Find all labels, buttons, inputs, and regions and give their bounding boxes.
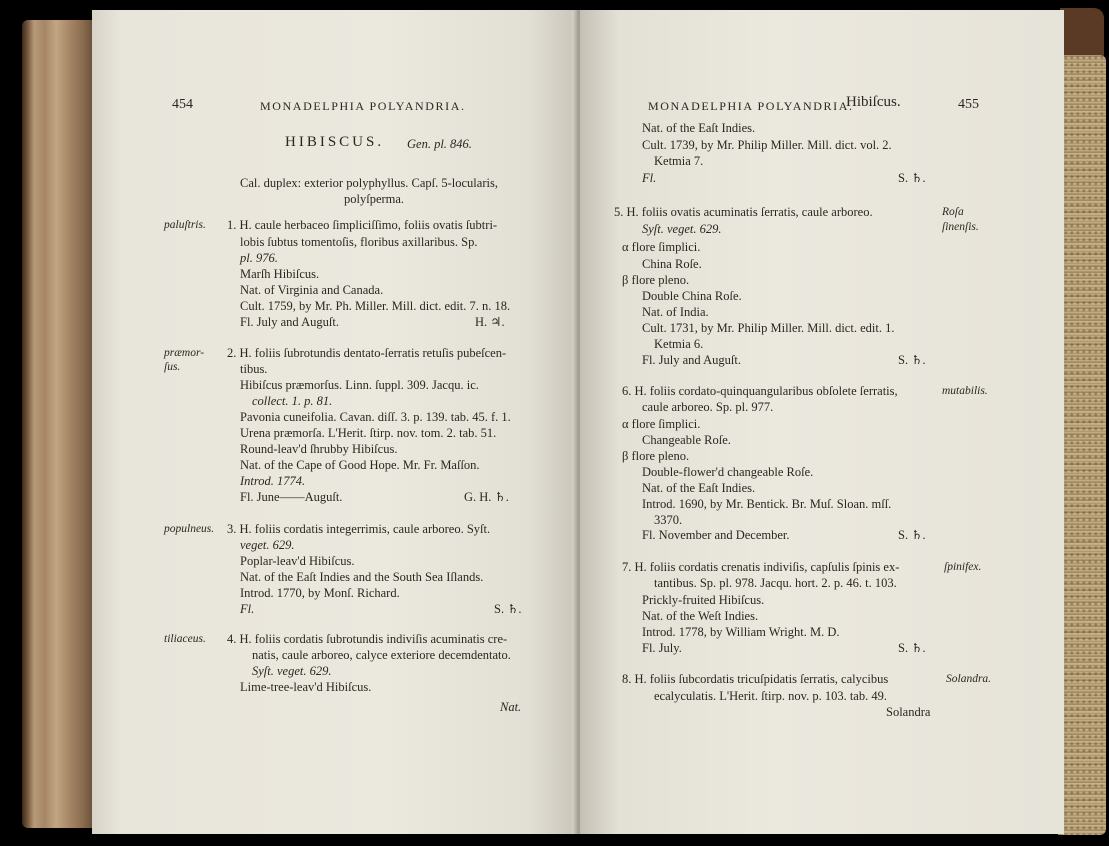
introduction-line: Introd. 1770, by Monſ. Richard. bbox=[240, 586, 400, 600]
species-epithet: ſpinifex. bbox=[944, 561, 982, 573]
running-head: MONADELPHIA POLYANDRIA. bbox=[260, 99, 466, 113]
common-name: Double-flower'd changeable Roſe. bbox=[642, 465, 814, 479]
native-range: Nat. of Virginia and Canada. bbox=[240, 283, 384, 297]
cultivation-line: Cult. 1739, by Mr. Philip Miller. Mill. dict. vol. 2. bbox=[642, 138, 892, 152]
flowering-line: Fl. July and Auguſt. bbox=[642, 353, 741, 367]
species-entry-line: natis, caule arboreo, calyce exteriore decemdentato. bbox=[252, 648, 511, 662]
native-range: Nat. of the Cape of Good Hope. Mr. Fr. Maſſon. bbox=[240, 458, 480, 472]
synonym-line: Pavonia cuneifolia. Cavan. diſſ. 3. p. 139. tab. 45. f. 1. bbox=[240, 410, 511, 424]
species-entry-line: ecalyculatis. L'Herit. ſtirp. nov. p. 103. tab. 49. bbox=[654, 689, 887, 703]
introduction-line: Introd. 1778, by William Wright. M. D. bbox=[642, 625, 840, 639]
variety-line: α flore ſimplici. bbox=[622, 240, 701, 254]
common-name: Double China Roſe. bbox=[642, 289, 742, 303]
flowering-line: Fl. July and Auguſt. bbox=[240, 315, 339, 329]
species-entry-line: lobis ſubtus tomentoſis, floribus axillaribus. Sp. bbox=[240, 235, 478, 249]
genus-reference: Gen. pl. 846. bbox=[407, 137, 472, 151]
genus-title: HIBISCUS. bbox=[285, 134, 385, 150]
species-entry-line: 6. H. foliis cordato-quinquangularibus obſolete ſerratis, bbox=[622, 384, 898, 398]
species-epithet: præmor- bbox=[164, 347, 205, 359]
page-edges-right bbox=[1058, 55, 1106, 835]
species-entry-line: tibus. bbox=[240, 362, 268, 376]
flowering-line: Fl. bbox=[240, 602, 255, 616]
generic-character: Cal. duplex: exterior polyphyllus. Capſ. 5-locularis, bbox=[240, 176, 498, 190]
habit-symbol: H. ♃. bbox=[475, 315, 505, 329]
species-entry-line: veget. 629. bbox=[240, 538, 295, 552]
running-head: MONADELPHIA POLYANDRIA. bbox=[648, 99, 854, 113]
species-epithet: populneus. bbox=[164, 523, 215, 535]
species-entry-line: 5. H. foliis ovatis acuminatis ſerratis, caule arboreo. bbox=[614, 205, 873, 219]
species-entry-line: caule arboreo. Sp. pl. 977. bbox=[642, 400, 774, 414]
habit-symbol: G. H. ♄. bbox=[464, 490, 509, 504]
species-epithet: ſinenſis. bbox=[942, 221, 979, 233]
right-page bbox=[580, 10, 1064, 834]
running-genus: Hibiſcus. bbox=[846, 94, 901, 110]
species-entry-line: 7. H. foliis cordatis crenatis indiviſis, capſulis ſpinis ex- bbox=[622, 560, 900, 574]
native-range: Nat. of the Eaſt Indies. bbox=[642, 481, 756, 495]
page-number: 455 bbox=[958, 97, 979, 112]
catchword: Nat. bbox=[500, 700, 522, 714]
habit-symbol: S. ♄. bbox=[898, 528, 926, 542]
synonym-line: Ketmia 6. bbox=[654, 337, 704, 351]
flowering-line: Fl. July. bbox=[642, 641, 682, 655]
species-epithet: paluſtris. bbox=[164, 219, 206, 231]
cultivation-line: Cult. 1759, by Mr. Ph. Miller. Mill. dict. edit. 7. n. 18. bbox=[240, 299, 511, 313]
page-edges-left bbox=[22, 20, 98, 828]
native-range: Nat. of India. bbox=[642, 305, 709, 319]
common-name: Poplar-leav'd Hibiſcus. bbox=[240, 554, 355, 568]
species-entry-line: Syſt. veget. 629. bbox=[252, 664, 332, 678]
species-entry-line: Syſt. veget. 629. bbox=[642, 222, 722, 236]
species-entry-line: pl. 976. bbox=[240, 251, 278, 265]
habit-symbol: S. ♄. bbox=[494, 602, 522, 616]
generic-character: polyſperma. bbox=[344, 192, 405, 206]
page-number: 454 bbox=[172, 97, 193, 112]
species-epithet: ſus. bbox=[164, 361, 181, 373]
species-entry-line: 3. H. foliis cordatis integerrimis, caule arboreo. Syſt. bbox=[227, 522, 491, 536]
cultivation-line: Cult. 1731, by Mr. Philip Miller. Mill. dict. edit. 1. bbox=[642, 321, 895, 335]
synonym-line: Hibiſcus præmorſus. Linn. ſuppl. 309. Jacqu. ic. bbox=[240, 378, 479, 392]
flowering-line: Fl. November and December. bbox=[642, 528, 790, 542]
synonym-line: Urena præmorſa. L'Herit. ſtirp. nov. tom. 2. tab. 51. bbox=[240, 426, 497, 440]
habit-symbol: S. ♄. bbox=[898, 353, 926, 367]
native-range: Nat. of the Weſt Indies. bbox=[642, 609, 759, 623]
species-epithet: Roſa bbox=[942, 206, 964, 218]
species-entry-line: 1. H. caule herbaceo ſimpliciſſimo, foliis ovatis ſubtri- bbox=[227, 218, 498, 232]
variety-line: β flore pleno. bbox=[622, 273, 690, 287]
introduction-line: Introd. 1690, by Mr. Bentick. Br. Muſ. Sloan. mſſ. bbox=[642, 497, 892, 511]
introduction-line: Introd. 1774. bbox=[240, 474, 306, 488]
common-name: Marſh Hibiſcus. bbox=[240, 267, 320, 281]
native-range: Nat. of the Eaſt Indies. bbox=[642, 121, 756, 135]
variety-line: β flore pleno. bbox=[622, 449, 690, 463]
species-entry-line: 8. H. foliis ſubcordatis tricuſpidatis ſerratis, calycibus bbox=[622, 672, 889, 686]
species-entry-line: 2. H. foliis ſubrotundis dentato-ſerratis retuſis pubeſcen- bbox=[227, 346, 507, 360]
flowering-line: Fl. bbox=[642, 171, 657, 185]
common-name: Lime-tree-leav'd Hibiſcus. bbox=[240, 680, 372, 694]
common-name: Prickly-fruited Hibiſcus. bbox=[642, 593, 765, 607]
habit-symbol: S. ♄. bbox=[898, 641, 926, 655]
catchword: Solandra bbox=[886, 705, 931, 719]
species-epithet: tiliaceus. bbox=[164, 633, 206, 645]
species-entry-line: 4. H. foliis cordatis ſubrotundis indiviſis acuminatis cre- bbox=[227, 632, 508, 646]
common-name: China Roſe. bbox=[642, 257, 702, 271]
variety-line: α flore ſimplici. bbox=[622, 417, 701, 431]
synonym-line: collect. 1. p. 81. bbox=[252, 394, 333, 408]
synonym-line: Ketmia 7. bbox=[654, 154, 704, 168]
species-entry-line: tantibus. Sp. pl. 978. Jacqu. hort. 2. p. 46. t. 103. bbox=[654, 576, 897, 590]
native-range: Nat. of the Eaſt Indies and the South Sea Iſlands. bbox=[240, 570, 484, 584]
habit-symbol: S. ♄. bbox=[898, 171, 926, 185]
left-page bbox=[92, 10, 578, 834]
introduction-line: 3370. bbox=[654, 513, 683, 527]
common-name: Round-leav'd ſhrubby Hibiſcus. bbox=[240, 442, 398, 456]
flowering-line: Fl. June——Auguſt. bbox=[240, 490, 343, 504]
species-epithet: mutabilis. bbox=[942, 385, 988, 397]
common-name: Changeable Roſe. bbox=[642, 433, 731, 447]
species-epithet: Solandra. bbox=[946, 673, 992, 685]
